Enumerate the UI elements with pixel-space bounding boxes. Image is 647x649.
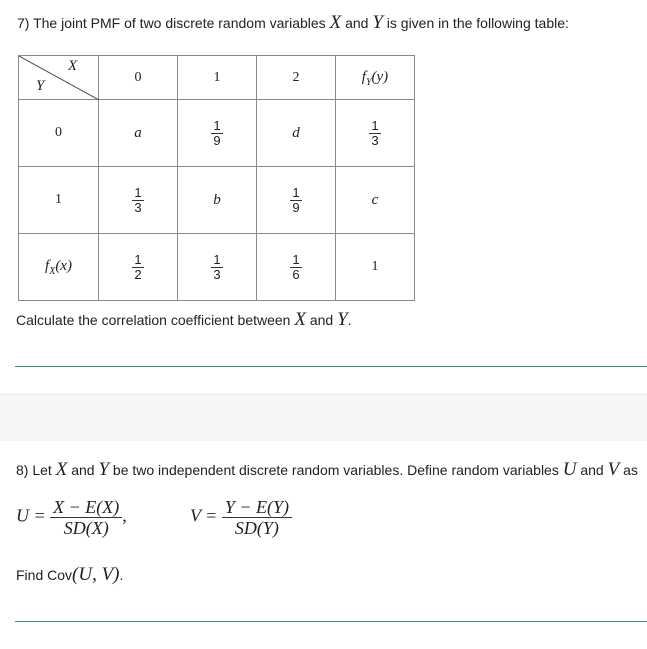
var-y: Y — [372, 12, 383, 33]
cell-1-1: b — [178, 167, 257, 234]
row-label-1: 1 — [19, 167, 99, 234]
q7-intro — [17, 12, 569, 34]
corner-diagonal — [19, 56, 99, 100]
cell-0-1: $\frac{1}{9}$ — [178, 100, 257, 167]
fx-1: $\frac{1}{3}$ — [178, 234, 257, 301]
q7-intro-post: is given in the following table: — [386, 15, 569, 31]
u-definition: U = $\frac{X - E(X)}{SD(X)}$ , — [16, 497, 127, 538]
corner-x-label: X — [68, 58, 78, 74]
col-header-2: 2 — [257, 56, 336, 100]
fx-2: $\frac{1}{6}$ — [257, 234, 336, 301]
table-row — [19, 234, 415, 301]
table-header-row — [19, 56, 415, 100]
q8-find: Find Cov(U, V). — [16, 564, 124, 585]
q7-calc-prompt: Calculate the correlation coefficient between X and Y. — [16, 309, 352, 330]
fy-header: $f_Y(y)$ — [336, 56, 415, 100]
cell-1-0: $\frac{1}{3}$ — [99, 167, 178, 234]
cell-0-2: d — [257, 100, 336, 167]
q7-intro-pre: The joint PMF of two discrete random variables — [33, 15, 326, 31]
total-cell: 1 — [336, 234, 415, 301]
var-x: X — [329, 12, 342, 33]
fy-0: $\frac{1}{3}$ — [336, 100, 415, 167]
fx-0: $\frac{1}{2}$ — [99, 234, 178, 301]
q7-and: and — [345, 15, 369, 31]
question-separator-band — [0, 394, 647, 441]
answer-divider-8 — [15, 621, 647, 622]
cell-0-0: a — [99, 100, 178, 167]
fy-1: c — [336, 167, 415, 234]
q7-number: 7) — [17, 15, 30, 31]
table-row — [19, 100, 415, 167]
answer-divider-7 — [15, 366, 647, 367]
table-row — [19, 167, 415, 234]
cell-1-2: $\frac{1}{9}$ — [257, 167, 336, 234]
corner-cell — [19, 56, 99, 100]
v-definition: V = $\frac{Y - E(Y)}{SD(Y)}$ — [190, 497, 292, 538]
joint-pmf-table — [18, 55, 415, 301]
col-header-0: 0 — [99, 56, 178, 100]
row-label-0: 0 — [19, 100, 99, 167]
col-header-1: 1 — [178, 56, 257, 100]
fx-label: $f_X(x)$ — [19, 234, 99, 301]
q8-intro: 8) Let X and Y be two independent discrete random variables. Define random variables U and V as — [16, 459, 638, 480]
corner-y-label: Y — [36, 78, 45, 94]
